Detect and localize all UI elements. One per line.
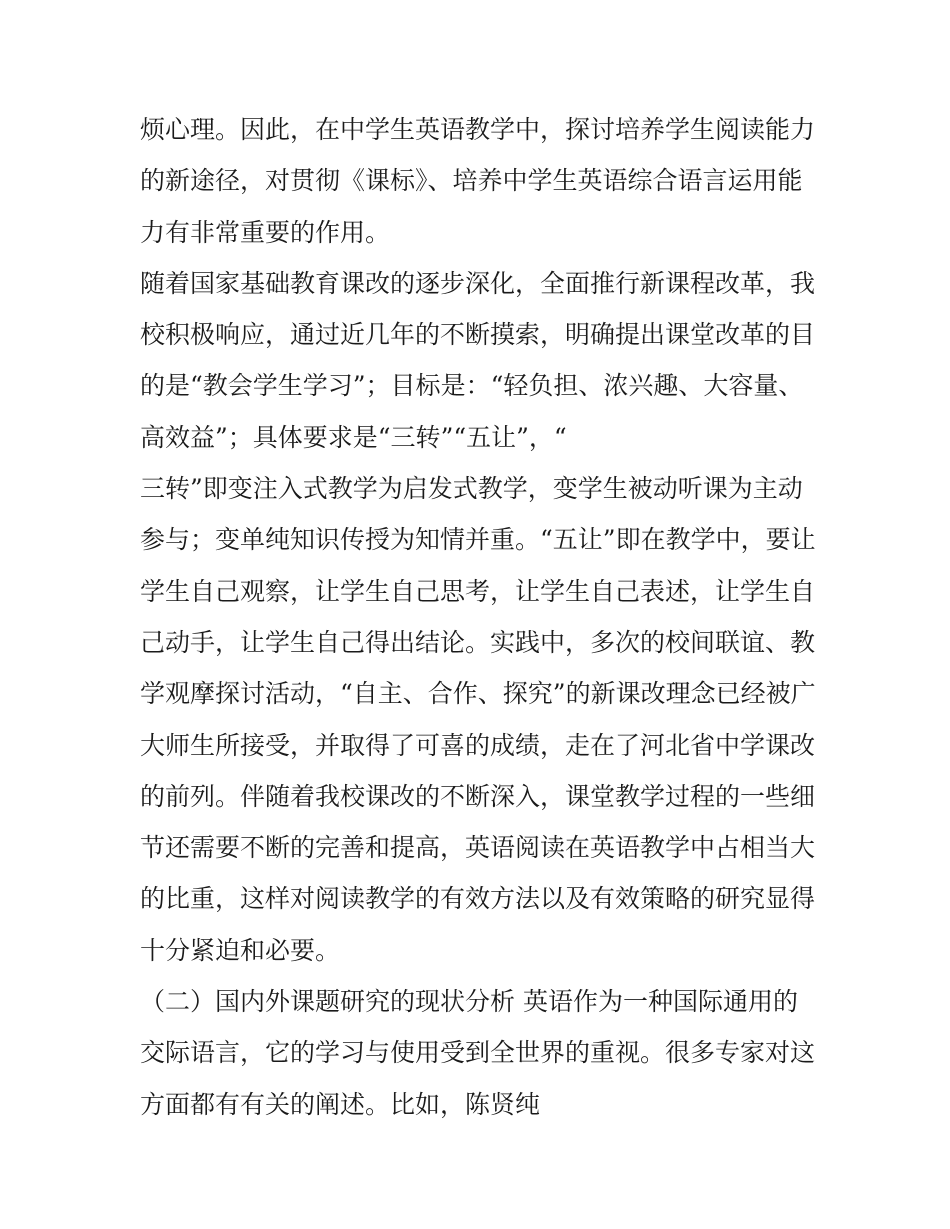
text-line: 学观摩探讨活动，“自主、合作、探究”的新课改理念已经被广 xyxy=(140,679,816,709)
text-line: 的比重，这样对阅读教学的有效方法以及有效策略的研究显得 xyxy=(140,884,816,914)
text-line: 的是“教会学生学习”；目标是：“轻负担、浓兴趣、大容量、 xyxy=(140,371,804,401)
text-line: 交际语言，它的学习与使用受到全世界的重视。很多专家对这 xyxy=(140,1038,816,1068)
text-line: 参与；变单纯知识传授为知情并重。“五让”即在教学中，要让 xyxy=(140,525,816,555)
text-line: 烦心理。因此，在中学生英语教学中，探讨培养学生阅读能力 xyxy=(140,115,816,144)
text-line: 高效益”；具体要求是“三转”“五让”，“ xyxy=(140,422,567,452)
text-line: 随着国家基础教育课改的逐步深化，全面推行新课程改革，我 xyxy=(140,268,816,298)
text-line: 己动手，让学生自己得出结论。实践中，多次的校间联谊、教 xyxy=(140,627,816,657)
text-line: 节还需要不断的完善和提高，英语阅读在英语教学中占相当大 xyxy=(140,833,816,863)
text-line: 的前列。伴随着我校课改的不断深入，课堂教学过程的一些细 xyxy=(140,781,816,811)
text-line: 大师生所接受，并取得了可喜的成绩，走在了河北省中学课改 xyxy=(140,730,816,760)
body-text xyxy=(140,104,820,1130)
text-line: （二）国内外课题研究的现状分析 英语作为一种国际通用的 xyxy=(140,987,798,1017)
text-line: 学生自己观察，让学生自己思考，让学生自己表述，让学生自 xyxy=(140,576,816,606)
text-line: 校积极响应，通过近几年的不断摸索，明确提出课堂改革的目 xyxy=(140,320,816,350)
text-line: 力有非常重要的作用。 xyxy=(140,217,391,247)
text-line: 十分紧迫和必要。 xyxy=(140,935,341,965)
text-line: 方面都有有关的阐述。比如，陈贤纯 xyxy=(140,1089,541,1119)
text-line: 三转”即变注入式教学为启发式教学，变学生被动听课为主动 xyxy=(140,474,803,504)
text-line: 的新途径，对贯彻《课标》、培养中学生英语综合语言运用能 xyxy=(140,166,803,196)
